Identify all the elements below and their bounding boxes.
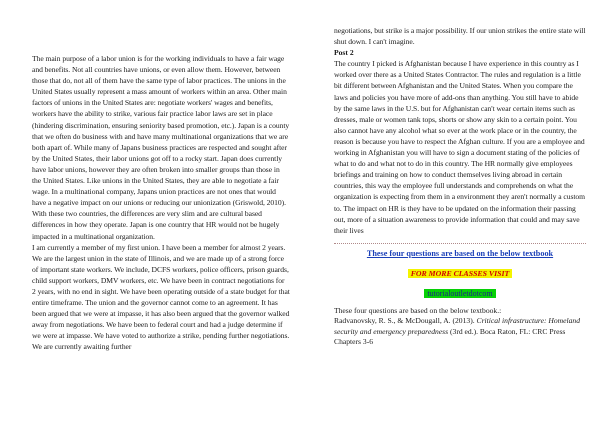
citation-reference xyxy=(334,316,586,337)
more-classes-highlight: FOR MORE CLASSES VISIT xyxy=(408,269,513,278)
paragraph-union-member: I am currently a member of my first union. I have been a member for almost 2 years. We are the largest union in the state of Illinois, and we are made up of a strong force of important state workers. We include, DCFS workers, police officers, prison guards, child support workers, DMV workers, etc. We have been in contract negotiations for 2 years, with no end in sight. We have been operating outside of a state budget for that entire timeframe. The union and the governor cannot come to an agreement. It has been argued that we were at impasse, it has also been argued that the governor walked away from negotiations. We have been to federal court and had a judge determine if we were at impasse. We have voted to authorize a strike, pending further negotiations. We are currently awaiting further xyxy=(32,242,290,352)
citation-authors: Radvanovsky, R. S., & McDougall, A. (2013). xyxy=(334,316,477,326)
divider xyxy=(334,243,586,244)
paragraph-post-2: The country I picked is Afghanistan because I have experience in this country as I worked over there as a United States Contractor. The rules and regulation is a little bit different between Afghanistan and the United States. When you compare the laws and policies you have more of add-ons than anything. You still have to abide by the same laws in the U.S. but for Afghanistan can't wear certain items such as dresses, male or women tank tops, shorts or show any skin to a certain point. You also cannot have any alcohol what so ever at the work place or in the country, the reason is because you have to respect the Afghan culture. If you are a employee and working in Afghanistan you will have to sign a document stating of the policies of what to do and what not to do in this country. The HR normally give employees briefings and training on how to conduct themselves living abroad in certain countries, this way the employee full understands and comprehends on what the organization is expecting from them in a environment they aren't normally a custom to. The impact on HR is they have to be updated on the information their passing out, more of a situation awareness to provide information that could and may save their lives xyxy=(334,59,586,235)
right-column xyxy=(334,25,586,347)
citation-chapters: Chapters 3-6 xyxy=(334,337,374,346)
left-column xyxy=(32,53,290,353)
red-highlight-line xyxy=(334,266,586,280)
citation-title: Critical infrastructure: Homeland security and emergency preparedness xyxy=(334,316,581,336)
paragraph-union-purpose: The main purpose of a labor union is for the working individuals to have a fair wage and benefits. Not all countries have unions, or even allow them. However, between those that do, not all of them have the same type of labor practices. The unions in the United States usually represent a mass amount of workers within an area. Other main factors of unions in the United States are: negotiate workers' wages and benefits, workers have the ability to strike, various fair practice labor laws are set in place (hindering discrimination, ensuring seniority based promotion, etc.). Japan is a county that we often do business with and have many multinational organizations that we are both apart of. While many of Japans business practices are respected and sought after by the United States, their labor unions got off to a rocky start. Japan does currently have labor unions, however they are often broken into smaller groups than those in the United States. Like unions in the United States, they are able to negotiate a fair wage. In a multinational company, Japans union practices are not ones that would have a negative impact on our unions or reducing our unionization (Griswold, 2010). With these two countries, the differences are very slim and are cultural based differences in how they operate. Japan is one country that HR would not be hugely impacted in a multinational organization. xyxy=(32,54,290,241)
green-highlight-line xyxy=(334,286,586,300)
textbook-link[interactable]: These four questions are based on the below textbook xyxy=(366,248,554,258)
callout-block xyxy=(334,248,586,300)
post-heading: Post 2 xyxy=(334,48,354,58)
website-highlight[interactable]: tutorialoutletdotcom xyxy=(424,289,495,298)
citation-block xyxy=(334,306,586,348)
citation-publisher: (3rd ed.). Boca Raton, FL: CRC Press xyxy=(448,326,566,336)
paragraph-continuation: negotiations, but strike is a major possibility. If our union strikes the entire state will shut down. I can't imagine. xyxy=(334,26,586,47)
citation-intro: These four questions are based on the below textbook.: xyxy=(334,305,502,315)
